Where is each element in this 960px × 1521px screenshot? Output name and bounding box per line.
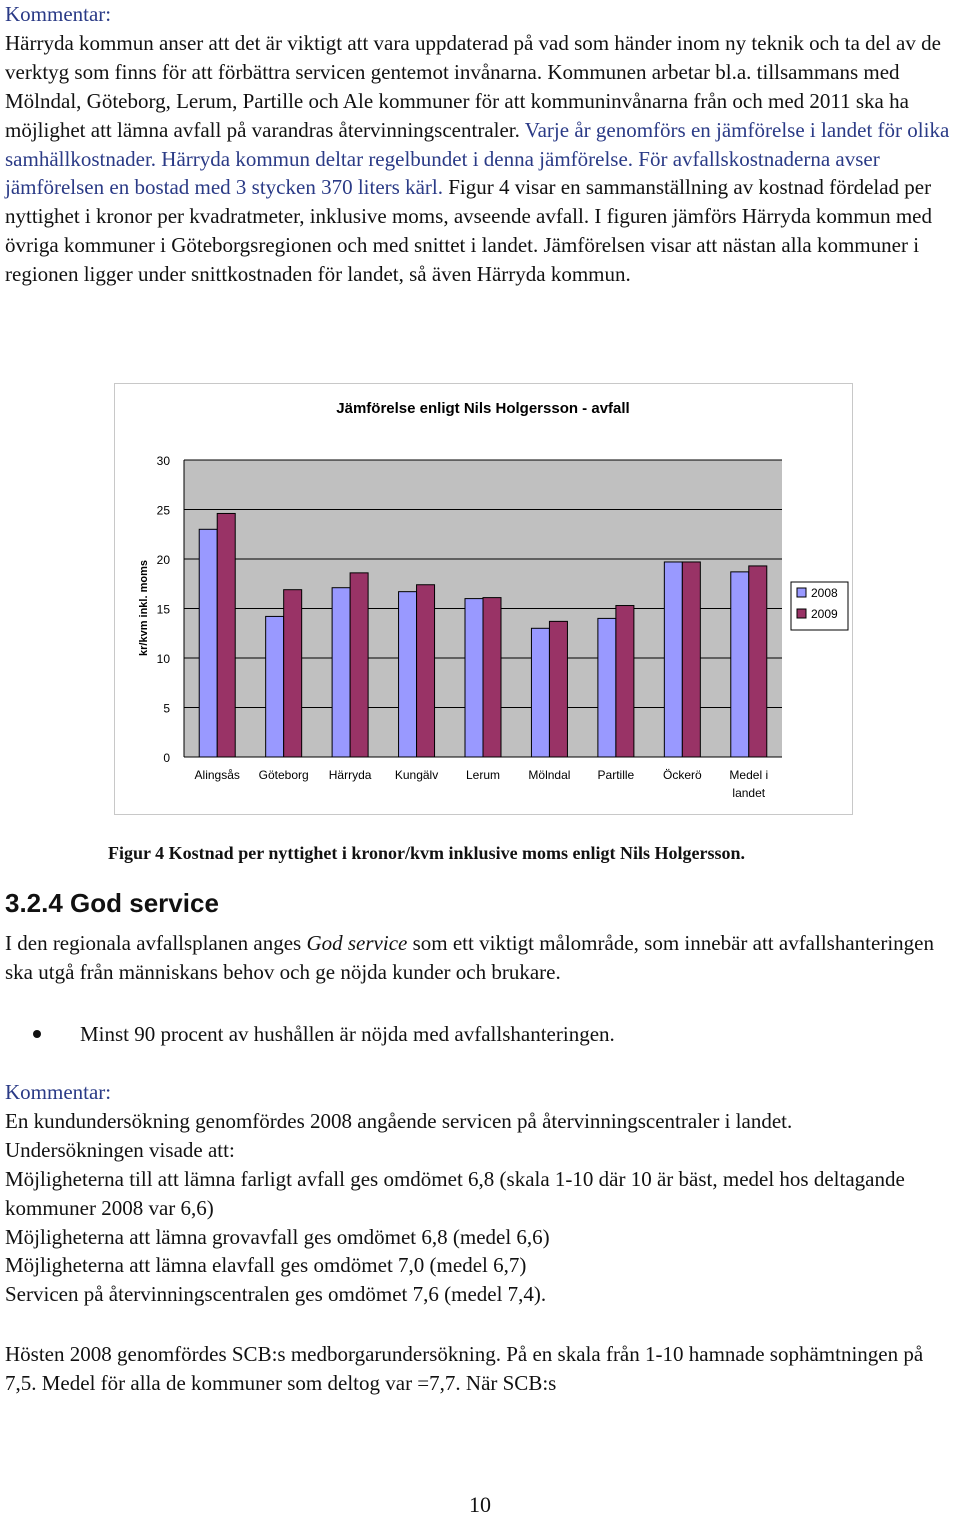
x-tick-label: landet — [732, 786, 766, 800]
y-tick-label: 20 — [156, 553, 170, 567]
x-tick-label: Alingsås — [194, 768, 240, 782]
comment-block-2 — [5, 1078, 955, 1309]
legend-label-2008: 2008 — [811, 586, 838, 600]
x-tick-label: Kungälv — [394, 768, 439, 782]
x-tick-label: Lerum — [465, 768, 501, 782]
y-tick-label: 25 — [156, 503, 170, 518]
y-tick-label: 30 — [156, 454, 170, 468]
x-tick-label: Medel i — [729, 768, 769, 782]
survey-line-2: Undersökningen visade att: — [5, 1137, 235, 1162]
x-tick-label: Partille — [597, 768, 635, 782]
survey-line-3: Möjligheterna till att lämna farligt avfall ges omdömet 6,8 (skala 1-10 där 10 är bäst, medel hos deltagande kommuner 2008 var 6,6) — [5, 1166, 905, 1220]
bar-2009-3 — [417, 585, 435, 757]
paragraph-part-b: Varje år genomförs en jämförelse i landet för olika samhällkostnader. Härryda kommun deltar regelbundet i denna jämförelse. För avfallskostnaderna avser jämförelsen en bostad med 3 stycken 370 liters kärl. — [5, 117, 950, 200]
figure-caption: Figur 4 Kostnad per nyttighet i kronor/kvm inklusive moms enligt Nils Holgersson. — [108, 843, 746, 863]
legend-label-2009: 2009 — [811, 607, 838, 621]
chart-title: Jämförelse enligt Nils Holgersson - avfall — [336, 400, 630, 417]
y-tick-label: 5 — [163, 701, 170, 716]
survey-line-6: Servicen på återvinningscentralen ges omdömet 7,6 (medel 7,4). — [5, 1282, 547, 1307]
paragraph-part-c: Figur 4 visar en sammanställning av kostnad fördelad per nyttighet i kronor per kvadratmeter, inklusive moms, avseende avfall. I figuren jämförs Härryda kommun med övriga kommuner i Göteborgsregionen och med snittet i landet. Jämförelsen visar att nästan alla kommuner i regionen ligger under snittkostnaden för landet, så även Härryda kommun. — [5, 175, 932, 287]
bar-2009-4 — [483, 598, 501, 757]
legend-swatch-2009 — [797, 609, 806, 618]
bar-2008-7 — [664, 562, 682, 757]
intro-emphasis: God service — [306, 931, 408, 955]
comment-label: Kommentar: — [5, 2, 112, 26]
y-tick-label: 10 — [156, 652, 170, 666]
bar-2008-0 — [199, 529, 217, 757]
bar-2009-5 — [549, 621, 567, 757]
bar-2008-5 — [531, 628, 549, 757]
bar-2008-1 — [266, 616, 284, 757]
bar-2009-7 — [682, 562, 700, 757]
bar-2009-8 — [749, 566, 767, 757]
y-axis-label: kr/kvm inkl. moms — [138, 560, 150, 656]
bullet-text: Minst 90 procent av hushållen är nöjda med avfallshanteringen. — [80, 1022, 615, 1046]
bar-2009-6 — [616, 606, 634, 757]
bar-2008-4 — [465, 599, 483, 757]
y-tick-label: 0 — [163, 751, 170, 765]
bar-2009-2 — [350, 573, 368, 757]
bar-2008-3 — [399, 592, 417, 757]
comment-label-2: Kommentar: — [5, 1080, 112, 1104]
survey-line-4: Möjligheterna att lämna grovavfall ges omdömet 6,8 (medel 6,6) — [5, 1224, 550, 1249]
bar-2009-1 — [284, 590, 302, 757]
x-tick-label: Göteborg — [258, 768, 309, 782]
intro-before: I den regionala avfallsplanen anges — [5, 931, 307, 955]
paragraph-part-a: Härryda kommun anser att det är viktigt att vara uppdaterad på vad som händer inom ny teknik och ta del av de verktyg som finns för att förbättra servicen gentemot invånarna. Kommunen arbetar bl.a. tillsammans med Mölndal, Göteborg, Lerum, Partille och Ale kommuner för att kommuninvånarna från och med 2011 ska ha möjlighet att lämna avfall på varandras återvinningscentraler. — [5, 30, 941, 142]
section-heading: 3.2.4 God service — [5, 888, 219, 918]
bar-2008-6 — [598, 618, 616, 757]
survey-line-1: En kundundersökning genomfördes 2008 angående servicen på återvinningscentraler i landet. — [5, 1108, 793, 1133]
page-number: 10 — [469, 1492, 491, 1517]
bar-2009-0 — [217, 513, 235, 757]
x-tick-label: Öckerö — [662, 768, 702, 782]
x-tick-label: Mölndal — [528, 768, 571, 782]
bullet-dot-icon — [33, 1030, 41, 1038]
scb-paragraph: Hösten 2008 genomfördes SCB:s medborgarundersökning. På en skala från 1-10 hamnade sophämtningen på 7,5. Medel för alla de kommuner som deltog var =7,7. När SCB:s — [5, 1342, 924, 1395]
x-tick-label: Härryda — [328, 768, 372, 782]
intro-after: som ett viktigt målområde, som innebär att avfallshanteringen ska utgå från människans behov och ge nöjda kunder och brukare. — [5, 931, 934, 984]
intro-paragraph — [5, 929, 955, 987]
bar-2008-8 — [731, 572, 749, 757]
legend-swatch-2008 — [797, 588, 806, 597]
y-tick-label: 15 — [156, 602, 170, 617]
bar-2008-2 — [332, 588, 350, 757]
survey-line-5: Möjligheterna att lämna elavfall ges omdömet 7,0 (medel 6,7) — [5, 1253, 527, 1278]
